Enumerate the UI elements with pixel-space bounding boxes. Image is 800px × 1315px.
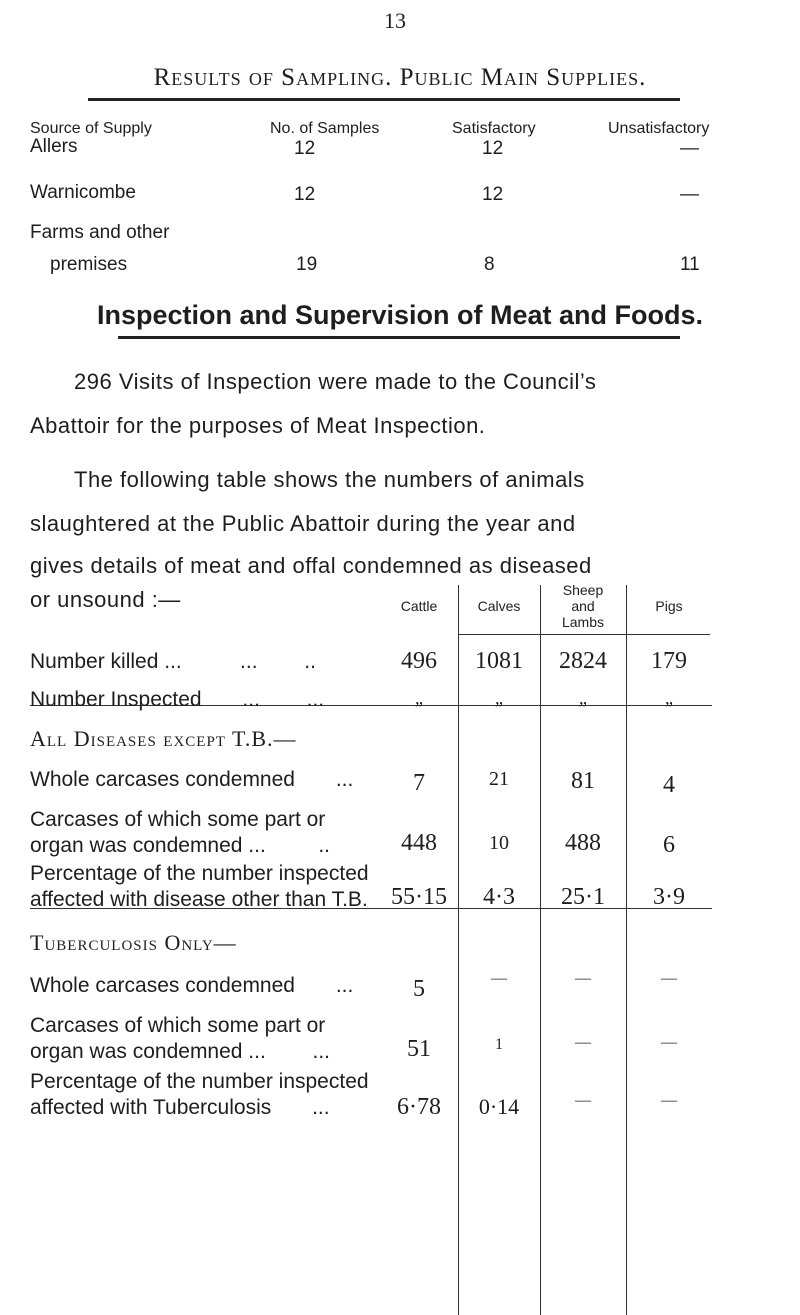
col-header-sheep: Lambs xyxy=(561,614,605,630)
cell-cattle: 5 xyxy=(413,976,425,1002)
heading-results-of-sampling: Results of Sampling. Public Main Supplies. xyxy=(153,64,647,91)
col-header-sheep: Sheep xyxy=(562,582,604,598)
sampling-source: Farms and other xyxy=(30,222,170,243)
heading-inspection: Inspection and Supervision of Meat and Foods. xyxy=(96,300,704,330)
cell-pigs: 3·9 xyxy=(653,884,685,910)
cell-calves: 0·14 xyxy=(478,1094,520,1119)
row-label: Whole carcases condemned ... xyxy=(30,974,354,997)
cell-pigs: 179 xyxy=(651,648,687,674)
cell-sheep: — xyxy=(575,1034,591,1051)
cell-cattle: 6·78 xyxy=(397,1094,441,1120)
cell-cattle: 55·15 xyxy=(391,884,447,910)
cell-calves: 4·3 xyxy=(483,884,515,910)
col-header-cattle: Cattle xyxy=(400,598,438,614)
sampling-samples: 12 xyxy=(294,138,316,159)
row-label: Whole carcases condemned ... xyxy=(30,768,354,791)
cell-pigs: — xyxy=(661,1092,677,1109)
sampling-satisfactory: 12 xyxy=(482,184,504,205)
row-label: Carcases of which some part or xyxy=(30,808,326,831)
paragraph-line: 296 Visits of Inspection were made to the Council’s xyxy=(74,369,597,394)
cell-pigs: 4 xyxy=(663,772,675,798)
sampling-header-satisfactory: Satisfactory xyxy=(452,120,536,137)
row-label: Number Inspected ... ... xyxy=(30,688,325,711)
row-label: Percentage of the number inspected xyxy=(30,1070,369,1093)
cell-sheep: „ xyxy=(579,688,587,708)
cell-calves: „ xyxy=(495,688,503,708)
sampling-source: Warnicombe xyxy=(30,182,136,203)
sampling-unsatisfactory: 11 xyxy=(680,254,700,275)
cell-cattle: „ xyxy=(415,688,423,708)
sampling-source-cont: premises xyxy=(50,254,128,275)
row-label: Percentage of the number inspected xyxy=(30,862,369,885)
page-number: 13 xyxy=(384,8,406,33)
cell-calves: 21 xyxy=(489,768,509,790)
row-label: Carcases of which some part or xyxy=(30,1014,326,1037)
header-rule xyxy=(458,634,710,635)
sampling-samples: 19 xyxy=(296,254,318,275)
cell-sheep: — xyxy=(575,1092,591,1109)
row-label-cont: organ was condemned ... ... xyxy=(30,1040,330,1063)
paragraph-line: gives details of meat and offal condemned as diseased xyxy=(30,553,592,578)
sampling-satisfactory: 12 xyxy=(482,138,504,159)
heading-rule xyxy=(88,98,680,101)
sampling-header-samples: No. of Samples xyxy=(270,120,380,137)
cell-sheep: 2824 xyxy=(559,648,607,674)
cell-calves: — xyxy=(491,970,507,987)
heading-rule xyxy=(118,336,680,339)
col-header-pigs: Pigs xyxy=(655,598,683,614)
section-heading: Tuberculosis Only— xyxy=(30,930,237,955)
cell-sheep: — xyxy=(575,970,591,987)
sampling-unsatisfactory: — xyxy=(680,184,699,205)
cell-calves: 1081 xyxy=(475,648,523,674)
row-label-cont: organ was condemned ... .. xyxy=(30,834,330,857)
cell-calves: 1 xyxy=(495,1036,503,1053)
sampling-header-unsatisfactory: Unsatisfactory xyxy=(608,120,710,137)
row-label-cont: affected with Tuberculosis ... xyxy=(30,1096,330,1119)
col-header-sheep: and xyxy=(571,598,595,614)
cell-pigs: 6 xyxy=(663,832,675,858)
paragraph-line: slaughtered at the Public Abattoir during the year and xyxy=(30,511,576,536)
cell-sheep: 81 xyxy=(571,768,595,794)
sampling-samples: 12 xyxy=(294,184,316,205)
sampling-source: Allers xyxy=(30,136,78,157)
cell-pigs: „ xyxy=(665,688,673,708)
cell-cattle: 51 xyxy=(407,1036,431,1062)
paragraph-line: Abattoir for the purposes of Meat Inspection. xyxy=(30,413,486,438)
cell-calves: 10 xyxy=(489,832,509,854)
sampling-unsatisfactory: — xyxy=(680,138,699,159)
section-heading: All Diseases except T.B.— xyxy=(30,726,297,751)
paragraph-line: or unsound :— xyxy=(30,587,181,612)
cell-pigs: — xyxy=(661,1034,677,1051)
row-label: Number killed ... ... .. xyxy=(30,650,316,673)
cell-sheep: 25·1 xyxy=(561,884,605,910)
cell-cattle: 448 xyxy=(401,830,437,856)
paragraph-line: The following table shows the numbers of animals xyxy=(74,467,585,492)
sampling-satisfactory: 8 xyxy=(484,254,495,275)
cell-cattle: 7 xyxy=(413,770,425,796)
sampling-header-source: Source of Supply xyxy=(30,120,152,137)
col-header-calves: Calves xyxy=(477,598,521,614)
cell-pigs: — xyxy=(661,970,677,987)
cell-cattle: 496 xyxy=(401,648,437,674)
cell-sheep: 488 xyxy=(565,830,601,856)
row-label-cont: affected with disease other than T.B. xyxy=(30,888,368,911)
